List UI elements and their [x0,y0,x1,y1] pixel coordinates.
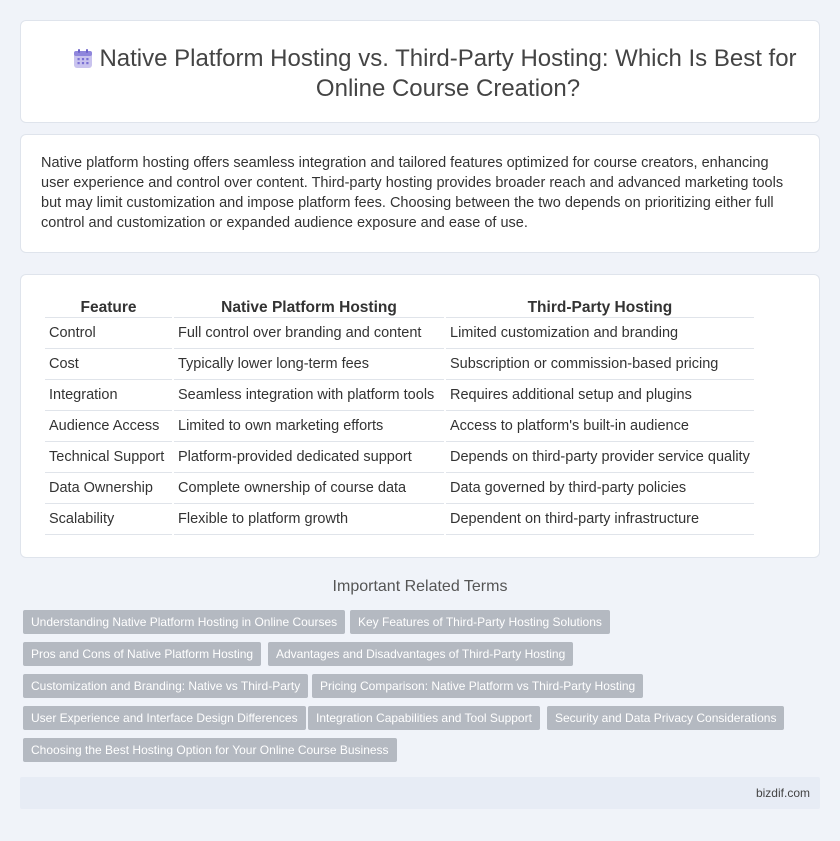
table-row [45,411,754,442]
related-term-tag[interactable]: Integration Capabilities and Tool Support [308,706,540,730]
native-cell: Seamless integration with platform tools [174,380,444,411]
table-header-row [45,296,754,318]
related-term-tag[interactable]: Key Features of Third-Party Hosting Solutions [350,610,610,634]
feature-cell: Data Ownership [45,473,172,504]
site-name[interactable]: bizdif.com [755,786,810,800]
feature-cell: Audience Access [45,411,172,442]
third-party-cell: Depends on third-party provider service quality [446,442,754,473]
related-term-tag[interactable]: User Experience and Interface Design Differences [23,706,306,730]
related-term-tag[interactable]: Understanding Native Platform Hosting in Online Courses [23,610,345,634]
related-term-tag[interactable]: Pros and Cons of Native Platform Hosting [23,642,261,666]
native-cell: Full control over branding and content [174,318,444,349]
native-cell: Platform-provided dedicated support [174,442,444,473]
comparison-table-card [20,274,820,558]
table-row [45,504,754,535]
related-terms-heading: Important Related Terms [332,578,508,595]
table-row [45,442,754,473]
feature-cell: Cost [45,349,172,380]
footer [20,777,820,809]
related-term-tag[interactable]: Advantages and Disadvantages of Third-Party Hosting [268,642,573,666]
third-party-cell: Access to platform's built-in audience [446,411,754,442]
summary-card [20,134,820,253]
related-term-tag[interactable]: Security and Data Privacy Considerations [547,706,784,730]
table-row [45,473,754,504]
third-party-cell: Limited customization and branding [446,318,754,349]
native-cell: Flexible to platform growth [174,504,444,535]
related-term-tag[interactable]: Customization and Branding: Native vs Third-Party [23,674,308,698]
feature-cell: Scalability [45,504,172,535]
feature-cell: Integration [45,380,172,411]
native-cell: Limited to own marketing efforts [174,411,444,442]
feature-cell: Technical Support [45,442,172,473]
feature-cell: Control [45,318,172,349]
table-row [45,380,754,411]
third-party-cell: Requires additional setup and plugins [446,380,754,411]
column-header-feature: Feature [45,296,172,318]
column-header-native: Native Platform Hosting [174,296,444,318]
comparison-table [43,296,756,535]
related-term-tag[interactable]: Choosing the Best Hosting Option for Your Online Course Business [23,738,397,762]
title-card [20,20,820,123]
column-header-third-party: Third-Party Hosting [446,296,754,318]
third-party-cell: Subscription or commission-based pricing [446,349,754,380]
third-party-cell: Dependent on third-party infrastructure [446,504,754,535]
related-term-tag[interactable]: Pricing Comparison: Native Platform vs Third-Party Hosting [312,674,643,698]
native-cell: Typically lower long-term fees [174,349,444,380]
table-row [45,349,754,380]
table-row [45,318,754,349]
page-title: Native Platform Hosting vs. Third-Party Hosting: Which Is Best for Online Course Creation? [99,45,797,102]
third-party-cell: Data governed by third-party policies [446,473,754,504]
native-cell: Complete ownership of course data [174,473,444,504]
summary-text: Native platform hosting offers seamless integration and tailored features optimized for course creators, enhancing user experience and control over content. Third-party hosting provides broader reach and advanced marketing tools but may limit customization and impose platform fees. Choosing between the two depends on prioritizing either full control and customization or expanded audience exposure and ease of use. [41,155,784,231]
